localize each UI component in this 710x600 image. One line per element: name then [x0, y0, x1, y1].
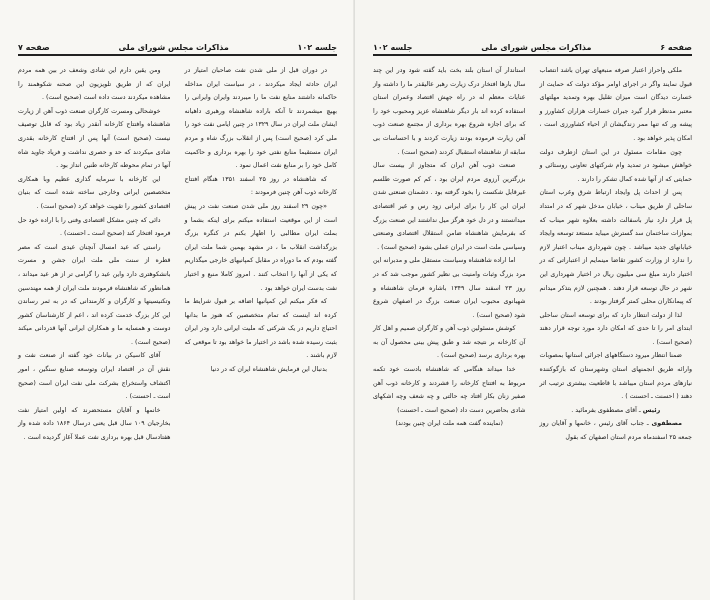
- paragraph: صنعت ذوب آهن ایران که متجاوز از بیست سال بزرگترین آرزوی مردم ایران بود ، کم کم صورت طلسم غیرقابل شکست را بخود گرفته بود . دشمنان صنعتی شدن ایران این کار را برای ایرانی زود رس و غیر اقتصادی میدانستند و در دل خود هرگز میل نداشتند این صنعت بزرگ که بفرمایش شاهنشاه ضامن استقلال اقتصادی وصنعتی وسیاسی ملت است در ایران عملی بشود (صحیح است) .: [373, 162, 526, 251]
- left-page-session-label: جلسه ۱۰۲: [297, 43, 337, 52]
- paragraph: خوشحالی ومسرت کارگران صنعت ذوب آهن از زیارت شاهنشاه وافتتاح کارخانه آنقدر زیاد بود که قابل توصیف نیست (صحیح است) آنها پس از افتتاح کارخانه بقدری شادی میکردند که حد و حصری نداشت و فریاد جاوید شاه آنها در تمام محوطه کارخانه طنین انداز بود .: [18, 107, 171, 170]
- left-page-column-right: [185, 64, 338, 600]
- paragraph: خدا میداند هنگامی که شاهنشاه بادست خود تکمه مربوط به افتتاح کارخانه را فشردند و کارخانه ذوب آهن صفیر زنان بکار افتاد چه حالتی و چه شعف وچه اشکهای شادی بحاضرین دست داد (صحیح است ـ احسنت): [373, 366, 526, 414]
- paragraph: کوشش مسئولین ذوب آهن و کارگران صمیم و اهل کار آن کارخانه بر نتیجه شد و طبق پیش بینی محصول آن به بهره برداری برسد (صحیح است) .: [373, 325, 526, 360]
- paragraph: خانمها و آقایان مستحضرند که اولین امتیاز نفت بخارجیان ۱۰۹ سال قبل یعنی درسال ۱۸۶۴ داده شده واز هفتادسال قبل بهره برداری نفت عملا آغاز گردیده است .: [18, 406, 171, 442]
- speaker-name: مصطفوی: [651, 420, 682, 428]
- paragraph: اما اراده شاهنشاه وسیاست مستقل ملی و مدبرانه این مرد بزرگ وثبات وامنیت بی نظیر کشور موجب شد که در روز ۲۳ اسفند سال ۱۳۴۹ باشاره فرمان شاهنشاه و شهبانوی محبوب ایران صنعت بزرگ در اصفهان شروع شود (صحیح است) .: [373, 257, 526, 319]
- left-page-header: [18, 38, 337, 56]
- paragraph: «چون ۲۹ اسفند روز ملی شدن صنعت نفت در پیش است از این موقعیت استفاده میکنم برای اینکه بشما و بملت ایران مطالبی را اظهار بکنم در کنگره بزرگ بزرگداشت انقلاب ما ، در مشهد بهمین شما ملت ایران گفته بودم که ما دوراه در مقابل کمپانیهای خارجی میگذاریم که یکی از آنها را انتخاب کنند . امروز کاملا منبع و اختیار نفت بدست ایران خواهد بود .: [184, 202, 337, 292]
- closing-note: (نماینده گفت همه ملت ایران چنین بودند): [395, 420, 504, 428]
- right-page-header: [373, 38, 692, 56]
- speaker-text: ـ جناب آقای رئیس ، خانمها و آقایان روز جمعه ۲۵ اسفندماه مردم استان اصفهان که بقول: [539, 420, 692, 442]
- speaker-text: ـ آقای مصطفوی بفرمائید .: [571, 406, 641, 414]
- paragraph: ملکی واحراز اعتبار صرفه منبعهای تهران باشد انتصاب قبول نمایند واگر در اجرای اوامر مؤکد دولت که حمایت از خسارت دیدگان است میزان تقلیل بهره وتمدید مهلتهای معتبر مدنظر قرار گیرد جبران خسارات هزاران کشاورز و پیشه ور که تنها ممر زندگیشان از احیاء کشاورزی است ، امکان پذیر خواهد بود .: [539, 67, 692, 142]
- paragraph: پس از احداث پل وایجاد ارتباط شرق وغرب استان ساحلی از طریق میناب ، خیابان مدخل شهر که در امتداد پل قرار دارد نیاز باسفالت داشته بعلاوه شهر میناب که بموازات ساختمان سد گسترش میباید مستعد توسعه وایجاد خیابانهای جدید میباشد . چون شهرداری میناب اعتبار لازم را ندارد از وزارت کشور تقاضا مینمایم از اعتباراتی که در اختیار دارند مبلغ سی میلیون ریال در اختیار شهرداری این شهر در حال توسعه قرار دهند . همچنین لازم بتذکر میدانم که پیمانکاران محلی کمتر گرفتار بودند .: [539, 189, 692, 306]
- paragraph: که شاهنشاه در روز ۲۵ اسفند ۱۳۵۱ هنگام افتتاح کارخانه ذوب آهن چنین فرمودند :: [184, 175, 337, 197]
- paragraph: در دوران قبل از ملی شدن نفت صاحبان امتیاز در ایران حادثه ایجاد میکردند ، در سیاست ایران مداخله حاکمانه داشتند منابع نفت ما را میبردند وایران وایرانی را بهیچ میشمردند تا آنکه باراده شاهنشاه ورهبری داهیانه ایشان ملت ایران در سال ۱۳۲۹ در چنین ایامی نفت خود را ملی کرد (صحیح است) پس از انقلاب بزرگ شاه و مردم ایران مستقیما منابع نفتی خود را بهره برداری و حاکمیت کامل خود را بر منابع نفت اعمال نمود .: [184, 67, 337, 170]
- paragraph: ومن یقین دارم این شادی وشعف در بین همه مردم ایران که از طریق تلویزیون این صحنه شکوهمند را مشاهده میکردند دست داده است (صحیح است) .: [18, 67, 171, 102]
- paragraph: که فکر میکنم این کمپانیها اضافه بر قبول شرایط ما کرده اند اینست که تمام متخصصین که هنوز ما بدانها احتیاج داریم در یک شرکتی که ملیت ایرانی دارد ودر ایران بثبت رسیده شده باشد در اختیار ما خواهد بود تا موقعی که لازم باشند .: [184, 298, 337, 360]
- paragraph: لذا از دولت انتظار دارد که برای توسعه استان ساحلی ابتدای امر را تا حدی که امکان دارد مورد توجه قرار دهند (صحیح است) .: [539, 311, 692, 346]
- paragraph: چون مقامات مسئول در این استان ازطرف دولت خواهش میشود در تمدید وام شرکتهای تعاونی روستائی و حمایتی که از آنها شده کمال تشکر را دارند .: [539, 148, 692, 183]
- paragraph: راستی که عید امسال آنچنان عیدی است که مصر قطره از سنت ملی ملت ایران جشن و مسرت بانشکوهتری دارد واین عید را گرامی تر از هر عید میداند ، همانطور که شاهنشاه فرمودند ملت ایران از همه مهندسین وتکنیسینها و کارگران و کارمندانی که در به ثمر رساندن این کار بزرگ خدمت کرده اند ، اعم از کارشناسان کشور دوست و همسایه ما و همکاران ایرانی آنها قدردانی میکند (صحیح است) .: [18, 243, 171, 346]
- paragraph: استاندار آن استان بلند بخت باید گفته شود ودر این چند سال بارها افتخار درک زیارت رهبر عالیقدر ما را داشته واز عنایات معظم له در راه جهش اقتصاد وعمران استان استفاده کرده اند بار دیگر شاهنشاه عزیز ومحبوب خود را که برای اجازه شروع بهره برداری از مجتمع صنعت ذوب آهن زیارت فرموده بودند زیارت کردند و با احساسات بی سابقه از شاهنشاه استقبال کردند (صحیح است) .: [373, 67, 526, 156]
- left-page-title: مذاکرات مجلس شورای ملی: [118, 43, 229, 52]
- right-page-title: مذاکرات مجلس شورای ملی: [481, 43, 592, 52]
- paragraph: ضمنا انتظار میرود دستگاههای اجرائی استانها بمصوبات وارائه طریق انجمنهای استان وشهرستان که بازگوکننده نیازهای مردم استان میباشد با قاطعیت بیشتری ترتیب اثر دهند ( احسنت ـ احسنت ) .: [539, 352, 692, 401]
- right-page-columns: [373, 64, 692, 600]
- left-page-number: صفحه ۷: [18, 43, 50, 52]
- paragraph: دائی که چنین مشکل اقتصادی وفنی را با اراده خود حل فرمود افتخار کند (صحیح است ـ احسنت) .: [18, 216, 171, 238]
- left-page-column-left: [18, 64, 171, 600]
- left-page-columns: [18, 64, 337, 600]
- speaker-line: [540, 404, 693, 418]
- right-page-column-left: [373, 64, 526, 600]
- speaker-name: رئیس: [642, 406, 661, 414]
- right-page-session-label: جلسه ۱۰۲: [373, 43, 413, 52]
- right-page-column-right: [540, 64, 693, 600]
- right-page: [355, 0, 710, 600]
- right-page-number: صفحه ۶: [660, 43, 692, 52]
- paragraph: این کارخانه با سرمایه گذاری عظیم وبا همکاری متخصصین ایرانی وخارجی ساخته شده است که بنیان اقتصادی کشور را تقویت خواهد کرد (صحیح است) .: [18, 175, 171, 210]
- speaker-line: [540, 417, 693, 444]
- paragraph: بدنبال این فرمایش شاهنشاه ایران که در دنیا: [210, 366, 327, 374]
- paragraph: آقای کاسیکن در بیانات خود گفته از صنعت نفت و نقش آن در اقتصاد ایران وتوسعه صنایع سنگین ، امور اکتشاف واستخراج بشرکت ملی نفت ایران است (صحیح است ـ احسنت) .: [18, 352, 171, 401]
